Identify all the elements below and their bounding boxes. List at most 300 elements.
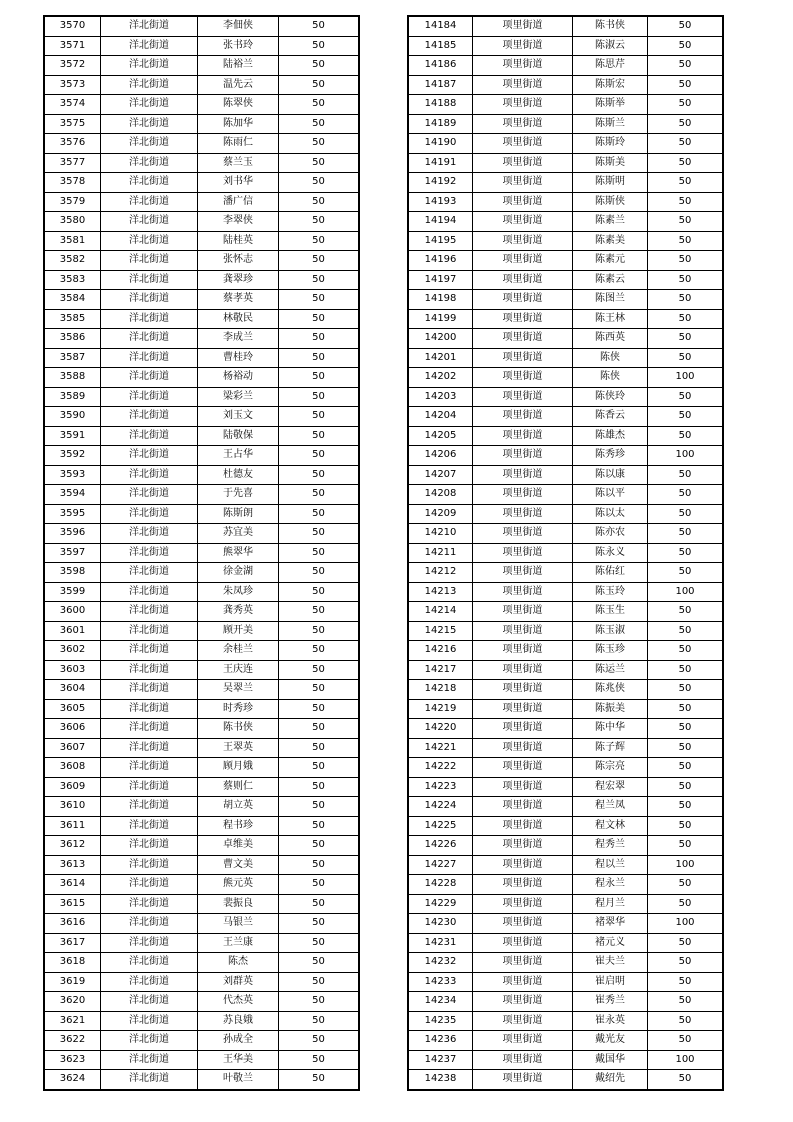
id-cell: 14225 — [409, 816, 473, 836]
table-row — [409, 563, 723, 583]
street-cell: 洋北街道 — [101, 504, 198, 524]
name-cell: 刘书华 — [198, 173, 279, 193]
street-cell: 洋北街道 — [101, 621, 198, 641]
id-cell: 14219 — [409, 699, 473, 719]
street-cell: 项里街道 — [473, 680, 573, 700]
id-cell: 3595 — [45, 504, 101, 524]
amount-cell: 50 — [279, 192, 359, 212]
id-cell: 3616 — [45, 914, 101, 934]
amount-cell: 50 — [279, 777, 359, 797]
street-cell: 洋北街道 — [101, 1070, 198, 1090]
street-cell: 项里街道 — [473, 114, 573, 134]
street-cell: 项里街道 — [473, 446, 573, 466]
amount-cell: 50 — [279, 17, 359, 37]
table-row — [409, 972, 723, 992]
name-cell: 龚秀英 — [198, 602, 279, 622]
amount-cell: 50 — [648, 17, 723, 37]
id-cell: 14236 — [409, 1031, 473, 1051]
street-cell: 洋北街道 — [101, 953, 198, 973]
amount-cell: 50 — [648, 777, 723, 797]
name-cell: 时秀珍 — [198, 699, 279, 719]
name-cell: 陈秀珍 — [573, 446, 648, 466]
id-cell: 14228 — [409, 875, 473, 895]
table-row — [45, 875, 359, 895]
table-row — [45, 914, 359, 934]
street-cell: 项里街道 — [473, 387, 573, 407]
name-cell: 程以兰 — [573, 855, 648, 875]
amount-cell: 50 — [279, 894, 359, 914]
street-cell: 洋北街道 — [101, 875, 198, 895]
amount-cell: 50 — [648, 465, 723, 485]
street-cell: 洋北街道 — [101, 699, 198, 719]
id-cell: 14196 — [409, 251, 473, 271]
id-cell: 3573 — [45, 75, 101, 95]
name-cell: 陈佑红 — [573, 563, 648, 583]
street-cell: 洋北街道 — [101, 290, 198, 310]
name-cell: 代杰英 — [198, 992, 279, 1012]
id-cell: 14198 — [409, 290, 473, 310]
id-cell: 3603 — [45, 660, 101, 680]
amount-cell: 50 — [648, 153, 723, 173]
id-cell: 14231 — [409, 933, 473, 953]
id-cell: 14212 — [409, 563, 473, 583]
street-cell: 洋北街道 — [101, 251, 198, 271]
name-cell: 陈雄杰 — [573, 426, 648, 446]
id-cell: 3599 — [45, 582, 101, 602]
id-cell: 14203 — [409, 387, 473, 407]
name-cell: 陈素美 — [573, 231, 648, 251]
name-cell: 陈以太 — [573, 504, 648, 524]
name-cell: 陈运兰 — [573, 660, 648, 680]
street-cell: 洋北街道 — [101, 231, 198, 251]
street-cell: 项里街道 — [473, 992, 573, 1012]
name-cell: 潘广信 — [198, 192, 279, 212]
table-row — [409, 894, 723, 914]
street-cell: 洋北街道 — [101, 524, 198, 544]
id-cell: 14201 — [409, 348, 473, 368]
amount-cell: 50 — [648, 75, 723, 95]
left-table-body — [45, 17, 359, 1090]
id-cell: 3608 — [45, 758, 101, 778]
table-row — [45, 836, 359, 856]
street-cell: 洋北街道 — [101, 855, 198, 875]
street-cell: 洋北街道 — [101, 192, 198, 212]
id-cell: 3615 — [45, 894, 101, 914]
id-cell: 3611 — [45, 816, 101, 836]
table-row — [45, 290, 359, 310]
amount-cell: 50 — [648, 251, 723, 271]
id-cell: 3596 — [45, 524, 101, 544]
name-cell: 陈亦农 — [573, 524, 648, 544]
name-cell: 程月兰 — [573, 894, 648, 914]
street-cell: 项里街道 — [473, 348, 573, 368]
table-row — [45, 1031, 359, 1051]
id-cell: 3587 — [45, 348, 101, 368]
name-cell: 陈杰 — [198, 953, 279, 973]
table-row — [409, 251, 723, 271]
street-cell: 洋北街道 — [101, 446, 198, 466]
table-row — [409, 17, 723, 37]
table-row — [409, 212, 723, 232]
left-table — [44, 16, 359, 1090]
table-row — [45, 894, 359, 914]
amount-cell: 50 — [648, 621, 723, 641]
amount-cell: 50 — [648, 836, 723, 856]
amount-cell: 100 — [648, 1050, 723, 1070]
amount-cell: 50 — [648, 387, 723, 407]
name-cell: 陈香云 — [573, 407, 648, 427]
name-cell: 顾开美 — [198, 621, 279, 641]
name-cell: 刘玉文 — [198, 407, 279, 427]
id-cell: 14200 — [409, 329, 473, 349]
amount-cell: 50 — [279, 914, 359, 934]
name-cell: 陈斯举 — [573, 95, 648, 115]
street-cell: 项里街道 — [473, 153, 573, 173]
amount-cell: 50 — [648, 329, 723, 349]
amount-cell: 50 — [648, 212, 723, 232]
street-cell: 项里街道 — [473, 621, 573, 641]
table-row — [45, 212, 359, 232]
amount-cell: 50 — [648, 641, 723, 661]
amount-cell: 50 — [279, 173, 359, 193]
table-row — [45, 173, 359, 193]
id-cell: 3574 — [45, 95, 101, 115]
name-cell: 熊元英 — [198, 875, 279, 895]
name-cell: 陈斯朗 — [198, 504, 279, 524]
name-cell: 顾月娥 — [198, 758, 279, 778]
name-cell: 陈斯玲 — [573, 134, 648, 154]
table-row — [409, 75, 723, 95]
street-cell: 洋北街道 — [101, 368, 198, 388]
street-cell: 洋北街道 — [101, 738, 198, 758]
street-cell: 洋北街道 — [101, 173, 198, 193]
amount-cell: 50 — [279, 329, 359, 349]
amount-cell: 50 — [279, 972, 359, 992]
id-cell: 3620 — [45, 992, 101, 1012]
amount-cell: 50 — [648, 933, 723, 953]
amount-cell: 50 — [279, 816, 359, 836]
id-cell: 3598 — [45, 563, 101, 583]
street-cell: 洋北街道 — [101, 1011, 198, 1031]
amount-cell: 50 — [279, 855, 359, 875]
table-row — [45, 543, 359, 563]
street-cell: 项里街道 — [473, 602, 573, 622]
amount-cell: 50 — [648, 56, 723, 76]
name-cell: 陈图兰 — [573, 290, 648, 310]
id-cell: 3590 — [45, 407, 101, 427]
id-cell: 14193 — [409, 192, 473, 212]
name-cell: 陈淑云 — [573, 36, 648, 56]
id-cell: 14195 — [409, 231, 473, 251]
street-cell: 洋北街道 — [101, 485, 198, 505]
id-cell: 3572 — [45, 56, 101, 76]
id-cell: 3586 — [45, 329, 101, 349]
table-row — [409, 56, 723, 76]
amount-cell: 50 — [279, 524, 359, 544]
street-cell: 项里街道 — [473, 173, 573, 193]
table-row — [409, 641, 723, 661]
table-row — [409, 192, 723, 212]
id-cell: 14227 — [409, 855, 473, 875]
name-cell: 陈玉淑 — [573, 621, 648, 641]
table-row — [409, 36, 723, 56]
table-row — [45, 368, 359, 388]
street-cell: 洋北街道 — [101, 153, 198, 173]
id-cell: 14229 — [409, 894, 473, 914]
name-cell: 朱凤珍 — [198, 582, 279, 602]
id-cell: 3597 — [45, 543, 101, 563]
table-row — [45, 485, 359, 505]
name-cell: 陈加华 — [198, 114, 279, 134]
table-row — [409, 992, 723, 1012]
name-cell: 崔秀兰 — [573, 992, 648, 1012]
street-cell: 项里街道 — [473, 1050, 573, 1070]
amount-cell: 50 — [279, 582, 359, 602]
amount-cell: 50 — [279, 719, 359, 739]
name-cell: 陈斯明 — [573, 173, 648, 193]
street-cell: 项里街道 — [473, 563, 573, 583]
name-cell: 王占华 — [198, 446, 279, 466]
name-cell: 李成兰 — [198, 329, 279, 349]
id-cell: 14235 — [409, 1011, 473, 1031]
name-cell: 崔永英 — [573, 1011, 648, 1031]
id-cell: 3576 — [45, 134, 101, 154]
amount-cell: 100 — [648, 582, 723, 602]
table-row — [45, 114, 359, 134]
table-row — [409, 1011, 723, 1031]
amount-cell: 50 — [279, 446, 359, 466]
street-cell: 洋北街道 — [101, 309, 198, 329]
table-row — [45, 446, 359, 466]
amount-cell: 50 — [279, 426, 359, 446]
street-cell: 洋北街道 — [101, 563, 198, 583]
amount-cell: 50 — [648, 348, 723, 368]
table-row — [409, 290, 723, 310]
name-cell: 陈以平 — [573, 485, 648, 505]
amount-cell: 50 — [648, 992, 723, 1012]
amount-cell: 50 — [279, 231, 359, 251]
id-cell: 3584 — [45, 290, 101, 310]
name-cell: 余桂兰 — [198, 641, 279, 661]
street-cell: 洋北街道 — [101, 777, 198, 797]
name-cell: 陈斯宏 — [573, 75, 648, 95]
table-row — [45, 582, 359, 602]
id-cell: 3613 — [45, 855, 101, 875]
table-row — [45, 387, 359, 407]
table-row — [45, 621, 359, 641]
id-cell: 3612 — [45, 836, 101, 856]
street-cell: 洋北街道 — [101, 816, 198, 836]
name-cell: 陆敬保 — [198, 426, 279, 446]
name-cell: 林敬民 — [198, 309, 279, 329]
amount-cell: 50 — [648, 524, 723, 544]
street-cell: 洋北街道 — [101, 270, 198, 290]
amount-cell: 50 — [279, 309, 359, 329]
amount-cell: 50 — [279, 1070, 359, 1090]
name-cell: 陈兆侠 — [573, 680, 648, 700]
table-row — [409, 543, 723, 563]
name-cell: 裴振良 — [198, 894, 279, 914]
name-cell: 褚元义 — [573, 933, 648, 953]
id-cell: 14216 — [409, 641, 473, 661]
table-row — [45, 855, 359, 875]
name-cell: 苏宜美 — [198, 524, 279, 544]
street-cell: 项里街道 — [473, 485, 573, 505]
id-cell: 3589 — [45, 387, 101, 407]
name-cell: 王翠英 — [198, 738, 279, 758]
id-cell: 14202 — [409, 368, 473, 388]
street-cell: 项里街道 — [473, 582, 573, 602]
table-row — [45, 465, 359, 485]
table-row — [45, 309, 359, 329]
id-cell: 14191 — [409, 153, 473, 173]
name-cell: 程秀兰 — [573, 836, 648, 856]
street-cell: 洋北街道 — [101, 894, 198, 914]
table-row — [409, 465, 723, 485]
amount-cell: 50 — [279, 134, 359, 154]
amount-cell: 50 — [648, 270, 723, 290]
name-cell: 崔启明 — [573, 972, 648, 992]
street-cell: 项里街道 — [473, 875, 573, 895]
name-cell: 陈侠 — [573, 368, 648, 388]
right-table — [408, 16, 723, 1090]
id-cell: 14192 — [409, 173, 473, 193]
street-cell: 项里街道 — [473, 504, 573, 524]
name-cell: 戴光友 — [573, 1031, 648, 1051]
id-cell: 3591 — [45, 426, 101, 446]
table-row — [409, 719, 723, 739]
amount-cell: 50 — [279, 114, 359, 134]
table-row — [45, 680, 359, 700]
amount-cell: 50 — [648, 231, 723, 251]
table-row — [409, 134, 723, 154]
id-cell: 14215 — [409, 621, 473, 641]
id-cell: 14188 — [409, 95, 473, 115]
table-row — [409, 680, 723, 700]
street-cell: 洋北街道 — [101, 660, 198, 680]
street-cell: 项里街道 — [473, 816, 573, 836]
name-cell: 陆桂英 — [198, 231, 279, 251]
name-cell: 陆裕兰 — [198, 56, 279, 76]
table-row — [409, 660, 723, 680]
amount-cell: 50 — [648, 290, 723, 310]
table-row — [45, 17, 359, 37]
name-cell: 王庆连 — [198, 660, 279, 680]
table-row — [45, 134, 359, 154]
id-cell: 3617 — [45, 933, 101, 953]
table-row — [45, 972, 359, 992]
table-row — [409, 173, 723, 193]
amount-cell: 50 — [648, 894, 723, 914]
id-cell: 3601 — [45, 621, 101, 641]
street-cell: 洋北街道 — [101, 426, 198, 446]
street-cell: 项里街道 — [473, 855, 573, 875]
id-cell: 14222 — [409, 758, 473, 778]
street-cell: 项里街道 — [473, 36, 573, 56]
table-row — [409, 855, 723, 875]
street-cell: 洋北街道 — [101, 348, 198, 368]
id-cell: 14221 — [409, 738, 473, 758]
name-cell: 陈斯美 — [573, 153, 648, 173]
id-cell: 3618 — [45, 953, 101, 973]
street-cell: 洋北街道 — [101, 680, 198, 700]
table-row — [45, 758, 359, 778]
name-cell: 蔡则仁 — [198, 777, 279, 797]
table-row — [409, 504, 723, 524]
id-cell: 3577 — [45, 153, 101, 173]
id-cell: 14233 — [409, 972, 473, 992]
amount-cell: 50 — [279, 270, 359, 290]
table-row — [409, 426, 723, 446]
amount-cell: 50 — [279, 56, 359, 76]
amount-cell: 50 — [648, 134, 723, 154]
table-row — [409, 836, 723, 856]
street-cell: 洋北街道 — [101, 407, 198, 427]
id-cell: 3582 — [45, 251, 101, 271]
table-row — [409, 114, 723, 134]
name-cell: 于先喜 — [198, 485, 279, 505]
street-cell: 洋北街道 — [101, 212, 198, 232]
id-cell: 14199 — [409, 309, 473, 329]
amount-cell: 50 — [279, 641, 359, 661]
street-cell: 项里街道 — [473, 134, 573, 154]
name-cell: 陈子辉 — [573, 738, 648, 758]
table-row — [45, 797, 359, 817]
name-cell: 王华美 — [198, 1050, 279, 1070]
amount-cell: 50 — [279, 465, 359, 485]
id-cell: 14238 — [409, 1070, 473, 1090]
street-cell: 项里街道 — [473, 270, 573, 290]
amount-cell: 100 — [648, 855, 723, 875]
table-row — [45, 1070, 359, 1090]
table-row — [45, 524, 359, 544]
street-cell: 项里街道 — [473, 953, 573, 973]
name-cell: 陈思芹 — [573, 56, 648, 76]
table-row — [409, 387, 723, 407]
id-cell: 3621 — [45, 1011, 101, 1031]
street-cell: 洋北街道 — [101, 641, 198, 661]
id-cell: 3583 — [45, 270, 101, 290]
street-cell: 项里街道 — [473, 933, 573, 953]
name-cell: 孙成全 — [198, 1031, 279, 1051]
id-cell: 14209 — [409, 504, 473, 524]
name-cell: 徐金湖 — [198, 563, 279, 583]
street-cell: 项里街道 — [473, 368, 573, 388]
name-cell: 陈书侠 — [198, 719, 279, 739]
street-cell: 项里街道 — [473, 836, 573, 856]
amount-cell: 50 — [648, 972, 723, 992]
amount-cell: 50 — [279, 563, 359, 583]
street-cell: 项里街道 — [473, 309, 573, 329]
street-cell: 洋北街道 — [101, 543, 198, 563]
table-row — [45, 641, 359, 661]
street-cell: 洋北街道 — [101, 17, 198, 37]
amount-cell: 50 — [648, 660, 723, 680]
name-cell: 陈宗亮 — [573, 758, 648, 778]
amount-cell: 50 — [279, 153, 359, 173]
amount-cell: 50 — [648, 816, 723, 836]
street-cell: 洋北街道 — [101, 114, 198, 134]
table-row — [45, 777, 359, 797]
amount-cell: 50 — [648, 797, 723, 817]
name-cell: 程文林 — [573, 816, 648, 836]
amount-cell: 50 — [279, 836, 359, 856]
name-cell: 梁彩兰 — [198, 387, 279, 407]
name-cell: 王兰康 — [198, 933, 279, 953]
table-row — [409, 582, 723, 602]
id-cell: 14207 — [409, 465, 473, 485]
street-cell: 项里街道 — [473, 192, 573, 212]
